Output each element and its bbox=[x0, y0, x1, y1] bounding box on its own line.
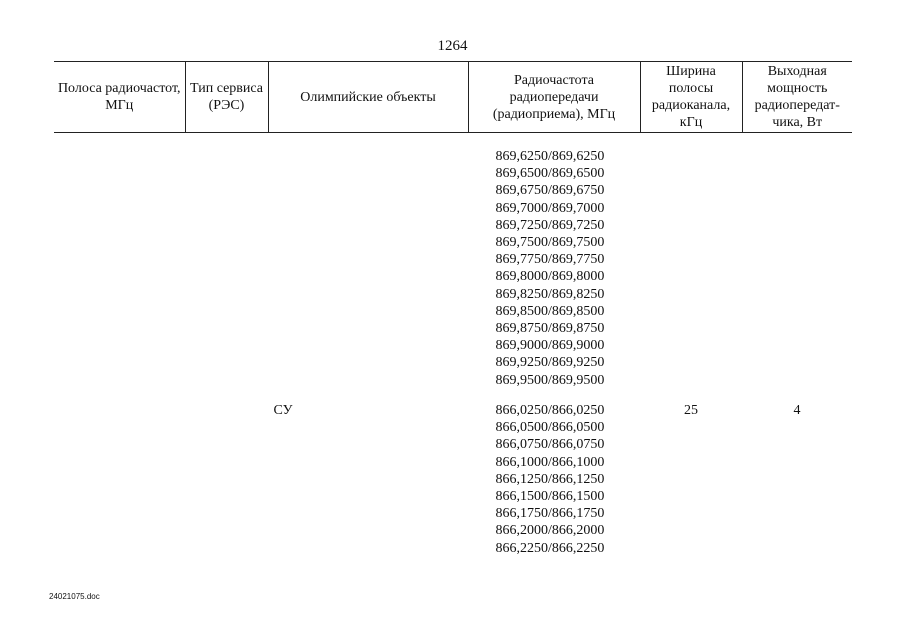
frequency-value: 869,8250/869,8250 bbox=[495, 286, 605, 302]
header-row bbox=[54, 62, 852, 133]
frequency-value: 869,9500/869,9500 bbox=[495, 372, 605, 388]
frequency-value: 866,1250/866,1250 bbox=[495, 471, 605, 487]
frequency-value: 869,6500/869,6500 bbox=[495, 166, 605, 182]
frequency-value: 866,1000/866,1000 bbox=[495, 454, 605, 470]
frequency-value: 869,6250/869,6250 bbox=[495, 149, 605, 164]
frequency-value: 866,1500/866,1500 bbox=[495, 489, 605, 505]
header-frequency-band: Полоса радиочастот, МГц bbox=[54, 62, 185, 133]
frequency-list-block2 bbox=[460, 402, 640, 557]
frequency-value: 869,8000/869,8000 bbox=[495, 269, 605, 285]
frequency-list-block1 bbox=[460, 148, 640, 389]
output-power-cell: 4 bbox=[793, 403, 801, 418]
table-header bbox=[54, 61, 852, 133]
frequency-value: 866,1750/866,1750 bbox=[495, 506, 605, 522]
frequency-value: 869,9250/869,9250 bbox=[495, 355, 605, 371]
header-olympic-objects: Олимпийские объекты bbox=[268, 62, 468, 133]
frequency-value: 869,8750/869,8750 bbox=[495, 321, 605, 337]
header-channel-bandwidth: Ширина полосы радиоканала, кГц bbox=[640, 62, 742, 133]
frequency-value: 866,2000/866,2000 bbox=[495, 523, 605, 539]
frequency-value: 869,7500/869,7500 bbox=[495, 235, 605, 251]
header-tx-rx-frequency: Радиочастота радиопередачи (радиоприема), МГц bbox=[468, 62, 640, 133]
frequency-value: 869,7250/869,7250 bbox=[495, 217, 605, 233]
frequency-value: 866,0750/866,0750 bbox=[495, 437, 605, 453]
frequency-value: 866,0250/866,0250 bbox=[495, 403, 605, 418]
frequency-value: 869,6750/869,6750 bbox=[495, 183, 605, 199]
header-output-power: Выходная мощность радиопередат-чика, Вт bbox=[742, 62, 852, 133]
frequency-value: 869,7000/869,7000 bbox=[495, 200, 605, 216]
frequency-value: 869,7750/869,7750 bbox=[495, 252, 605, 268]
bandwidth-cell: 25 bbox=[684, 403, 698, 418]
frequency-value: 869,8500/869,8500 bbox=[495, 303, 605, 319]
frequency-value: 866,0500/866,0500 bbox=[495, 420, 605, 436]
service-type-cell: СУ bbox=[273, 403, 293, 418]
footer-filename: 24021075.doc bbox=[49, 592, 100, 601]
frequency-value: 869,9000/869,9000 bbox=[495, 338, 605, 354]
page-number: 1264 bbox=[437, 38, 468, 54]
header-service-type: Тип сервиса (РЭС) bbox=[185, 62, 268, 133]
frequency-value: 866,2250/866,2250 bbox=[495, 540, 605, 556]
